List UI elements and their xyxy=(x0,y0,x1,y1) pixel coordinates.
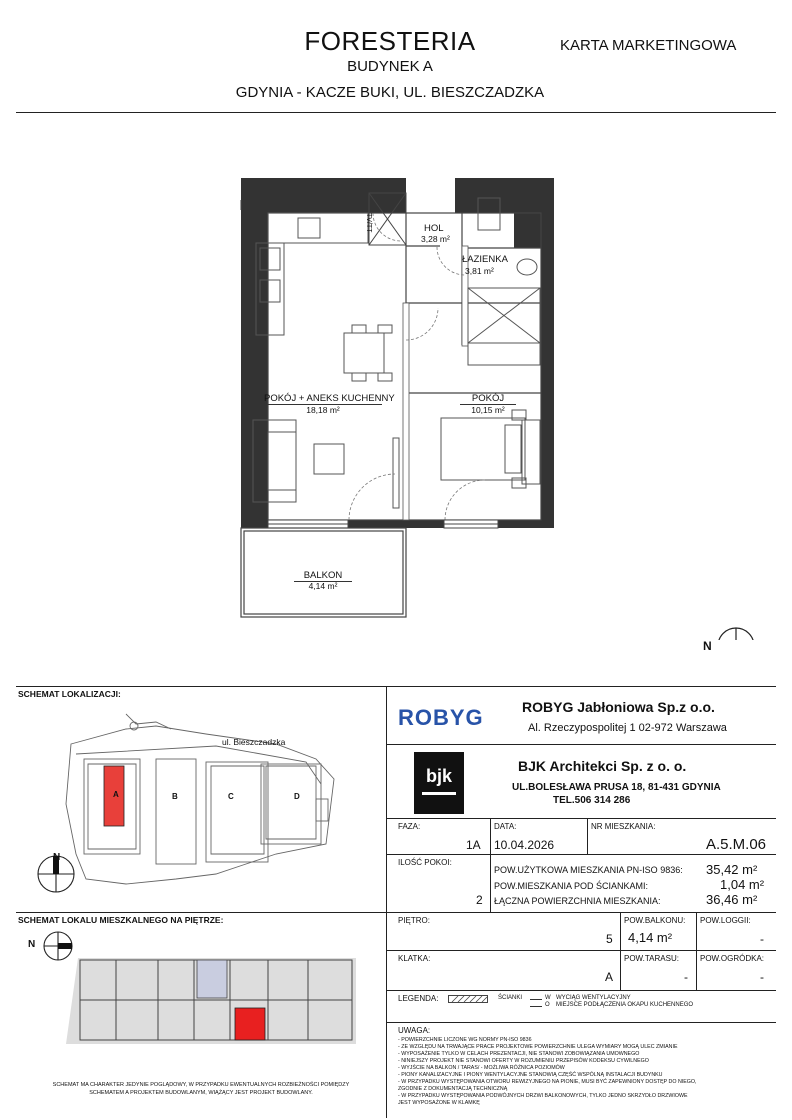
nr-value: A.5.M.06 xyxy=(706,836,767,853)
balkon-value: 4,14 m² xyxy=(628,930,673,945)
ogrodek-value: - xyxy=(760,970,764,984)
developer-address: Al. Rzeczypospolitej 1 02-972 Warszawa xyxy=(528,722,727,734)
room-name-lazienka: ŁAZIENKA xyxy=(462,254,508,265)
location-building-d: D xyxy=(294,792,300,801)
project-address: GDYNIA - KACZE BUKI, UL. BIESZCZADZKA xyxy=(235,84,545,101)
legend-o-mark: O xyxy=(545,1002,550,1008)
legend-wall-swatch xyxy=(448,995,488,1003)
area-value-1: 35,42 m² xyxy=(706,862,758,877)
balkon-label: POW.BALKONU: xyxy=(624,916,686,925)
note-line-2: - ZE WZGLĘDU NA TRWAJĄCE PRACE PROJEKTOWE POWIERZCHNIE ULEGA WYMIARY MOGĄ ULEC ZMIANIE xyxy=(398,1044,678,1050)
location-building-c: C xyxy=(228,792,234,801)
architect-address: UL.BOLESŁAWA PRUSA 18, 81-431 GDYNIA xyxy=(512,782,721,793)
klatka-value: A xyxy=(605,970,614,984)
location-street: ul. Bieszczadzka xyxy=(222,737,286,747)
grid-h3 xyxy=(386,950,776,951)
room-area-living: 18,18 m² xyxy=(306,405,340,415)
location-north-label: N xyxy=(53,852,61,863)
legend-walls: ŚCIANKI xyxy=(498,995,523,1001)
area-label-2: POW.MIESZKANIA POD ŚCIANKAMI: xyxy=(494,881,649,891)
bjk-logo-bar xyxy=(422,792,456,795)
note-line-6: - PIONY KANALIZACYJNE I PIONY WENTYLACYJNE STANOWIĄ CZĘŚĆ WSPÓLNĄ INSTALACJI BUDYNKU xyxy=(398,1072,663,1078)
klatka-label: KLATKA: xyxy=(398,954,431,963)
note-line-3: - WYPOSAŻENIE TYLKO W CELACH PREZENTACJI, NIE STANOWI ZOBOWIĄZANIA UMOWNEGO xyxy=(398,1051,640,1057)
data-label: DATA: xyxy=(494,822,517,831)
legend-title: LEGENDA: xyxy=(398,994,439,1003)
loggia-label: POW.LOGGII: xyxy=(700,916,751,925)
pokoje-value: 2 xyxy=(476,893,483,907)
legend-w-line xyxy=(530,999,542,1000)
legend-w-text: WYCIĄG WENTYLACYJNY xyxy=(556,995,631,1001)
developer-name: ROBYG Jabłoniowa Sp.z o.o. xyxy=(522,699,715,715)
project-title: FORESTERIA xyxy=(304,26,476,56)
room-name-balkon: BALKON xyxy=(294,570,352,582)
legend-o-text: MIEJSCE PODŁĄCZENIA OKAPU KUCHENNEGO xyxy=(556,1002,694,1008)
bjk-logo xyxy=(414,752,464,814)
grid-h2 xyxy=(386,912,776,913)
grid-v1 xyxy=(490,818,491,912)
area-value-2: 1,04 m² xyxy=(720,877,765,892)
room-name-living: POKÓJ + ANEKS KUCHENNY xyxy=(264,393,395,404)
building-name: BUDYNEK A xyxy=(347,58,433,75)
architect-name: BJK Architekci Sp. z o. o. xyxy=(518,758,687,774)
shaft-tag: TV/TT xyxy=(365,213,372,233)
pietro-label: PIĘTRO: xyxy=(398,916,431,925)
note-line-10: JEST WYPOSAŻONE W KLAMKĘ xyxy=(398,1100,480,1106)
bottom-section-divider xyxy=(386,686,387,1118)
notes-title: UWAGA: xyxy=(398,1026,431,1035)
faza-value: 1A xyxy=(466,838,481,852)
area-label-3: ŁĄCZNA POWIERZCHNIA MIESZKANIA: xyxy=(494,896,661,906)
room-name-hol: HOL xyxy=(424,223,444,234)
grid-v4 xyxy=(696,912,697,990)
legend-o-line xyxy=(530,1006,542,1007)
note-line-5: - WYJŚCIE NA BALKON / TARAS/ - MOŻLIWA RÓŻNICA POZIOMÓW xyxy=(398,1065,565,1071)
location-building-b: B xyxy=(172,792,178,801)
plan-north-label: N xyxy=(703,639,712,653)
card-type: KARTA MARKETINGOWA xyxy=(560,37,737,54)
robyg-logo: ROBYG xyxy=(398,705,484,730)
taras-label: POW.TARASU: xyxy=(624,954,679,963)
floor-schema-title: SCHEMAT LOKALU MIESZKALNEGO NA PIĘTRZE: xyxy=(18,915,224,925)
architect-divider xyxy=(386,818,776,819)
developer-divider xyxy=(386,744,776,745)
loggia-value: - xyxy=(760,932,764,946)
faza-label: FAZA: xyxy=(398,822,421,831)
grid-h1 xyxy=(386,854,776,855)
grid-v3 xyxy=(620,912,621,990)
data-value: 10.04.2026 xyxy=(494,838,555,852)
architect-phone: TEL.506 314 286 xyxy=(553,795,631,806)
bjk-logo-text: bjk xyxy=(425,766,452,786)
legend-divider xyxy=(386,1022,776,1023)
note-line-1: - POWIERZCHNIE LICZONE WG NORMY PN-ISO 9836 xyxy=(398,1037,532,1043)
location-map xyxy=(16,704,386,904)
left-panel-divider xyxy=(16,912,386,913)
room-area-balkon: 4,14 m² xyxy=(308,581,338,591)
floor-footnote-1: SCHEMAT MA CHARAKTER JEDYNIE POGLĄDOWY, W PRZYPADKU EWENTUALNYCH ROZBIEŻNOŚCI POMIĘDZY xyxy=(52,1082,350,1088)
note-line-8: ZGODNIE Z DOKUMENTACJĄ TECHNICZNĄ xyxy=(398,1086,508,1092)
note-line-4: - NINIEJSZY PROJEKT NIE STANOWI OFERTY W ROZUMIENIU PRZEPISÓW KODEKSU CYWILNEGO xyxy=(398,1058,649,1064)
grid-h4 xyxy=(386,990,776,991)
floor-schema-map xyxy=(16,924,386,1064)
legend-w-mark: W xyxy=(545,995,551,1001)
taras-value: - xyxy=(684,970,688,984)
pokoje-label: ILOŚĆ POKOI: xyxy=(398,858,452,867)
grid-v2 xyxy=(587,818,588,854)
room-name-pokoj: POKÓJ xyxy=(460,393,516,405)
nr-label: NR MIESZKANIA: xyxy=(591,822,656,831)
area-value-3: 36,46 m² xyxy=(706,892,758,907)
floor-north-label: N xyxy=(28,939,36,950)
location-building-a: A xyxy=(113,790,119,799)
location-title: SCHEMAT LOKALIZACJI: xyxy=(18,689,121,699)
floor-footnote-2: SCHEMATEM A PROJEKTEM BUDOWLANYM, WIĄŻĄCY JEST PROJEKT BUDOWLANY. xyxy=(89,1090,313,1096)
note-line-9: - W PRZYPADKU WYSTĘPOWANIA PODWÓJNYCH DRZWI BALKONOWYCH, TYLKO JEDNO SKRZYDŁO DRZWIOWE xyxy=(398,1093,688,1099)
bottom-section-top xyxy=(16,686,776,687)
room-area-pokoj: 10,15 m² xyxy=(471,405,505,415)
area-label-1: POW.UŻYTKOWA MIESZKANIA PN-ISO 9836: xyxy=(494,865,683,875)
note-line-7: - W PRZYPADKU WYSTĘPOWANIA OTWORU REWIZYJNEGO NA PIONIE, MUSI BYĆ ZAPEWNIONY DOSTĘP DO NIEGO, xyxy=(398,1079,697,1085)
room-area-lazienka: 3,81 m² xyxy=(465,266,494,276)
pietro-value: 5 xyxy=(606,932,613,946)
ogrodek-label: POW.OGRÓDKA: xyxy=(700,954,765,963)
room-area-hol: 3,28 m² xyxy=(421,234,450,244)
